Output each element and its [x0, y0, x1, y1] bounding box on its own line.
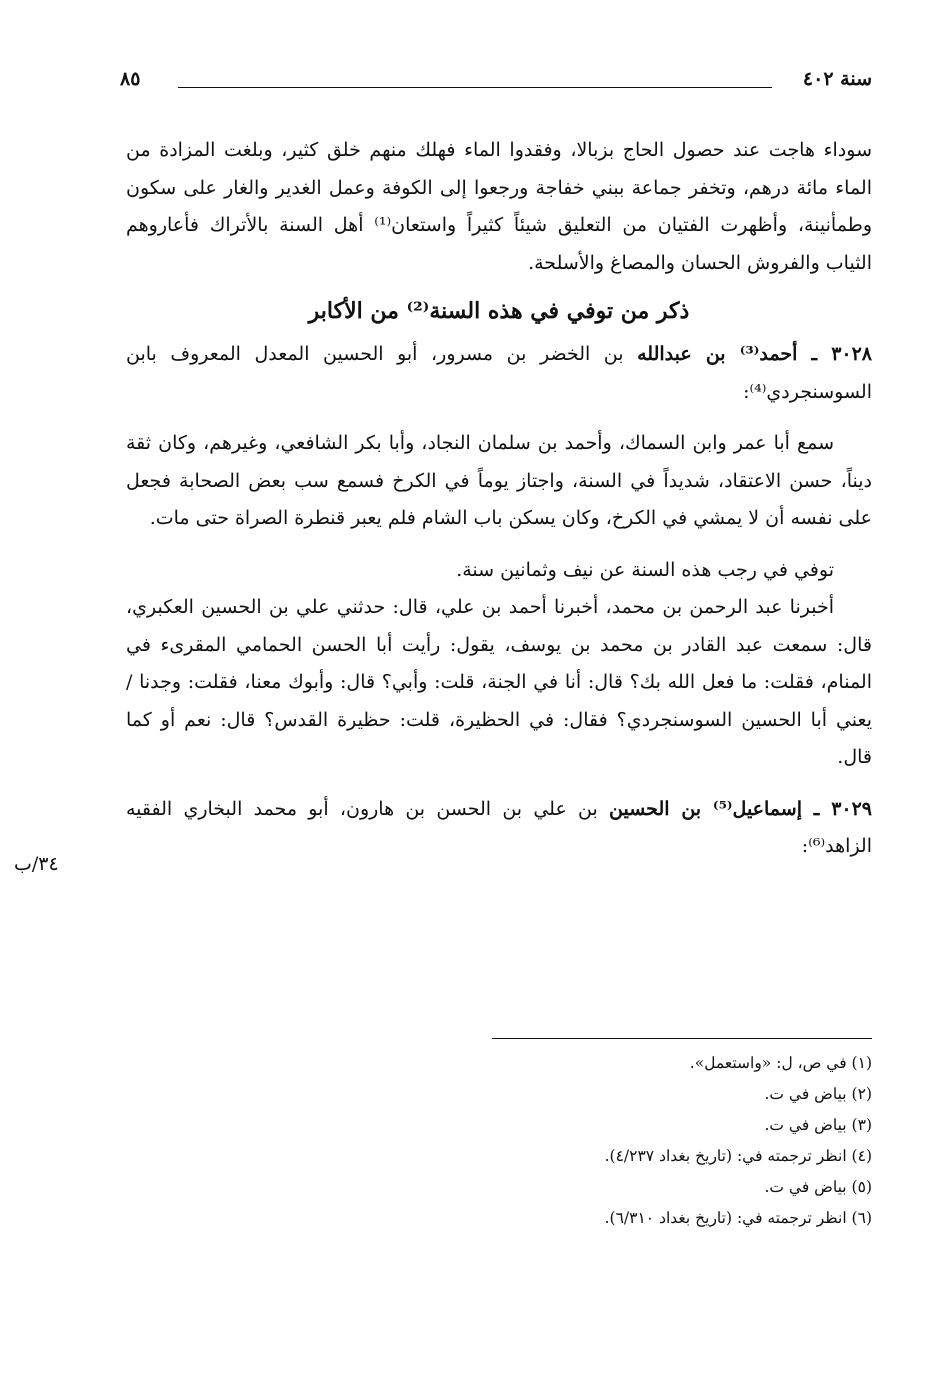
entry-3028-name: ٣٠٢٨ ـ أحمد⁽³⁾ بن عبدالله [637, 343, 873, 365]
footnote-separator [492, 1038, 872, 1039]
running-header [120, 66, 872, 106]
manuscript-folio-note: ٣٤/ب [14, 853, 59, 875]
section-title: ذكر من توفي في هذه السنة⁽²⁾ من الأكابر [308, 298, 690, 324]
entry-3029-name: ٣٠٢٩ ـ إسماعيل⁽⁵⁾ بن الحسين [609, 797, 873, 820]
entry-3029-heading [126, 791, 872, 866]
main-text [126, 132, 872, 866]
paragraph-continuation: سوداء هاجت عند حصول الحاج بزبالا، وفقدوا الماء فهلك منهم خلق كثير، وبلغت المزادة من الماء مائة درهم، وتخفر جماعة ببني خفاجة ورجعوا إلى الكوفة وعمل الغدير والغار على سكون وطمأنينة، وأظهرت الفتيان من التعليق شيئاً كثيراً واستعان⁽¹⁾ أهل السنة بالأتراك فأعاروهم الثياب والفروش الحسان والمصاغ والأسلحة. [126, 139, 872, 274]
entry-3029-lineage: بن علي بن الحسن بن هارون، أبو محمد البخاري الفقيه الزاهد⁽⁶⁾: [126, 797, 872, 857]
page-number: ٨٥ [120, 68, 141, 90]
footnote-4: (٤) انظر ترجمته في: (تاريخ بغداد ٤/٢٣٧). [604, 1147, 872, 1165]
entry-3028-death: توفي في رجب هذه السنة عن نيف وثمانين سنة. [456, 558, 834, 581]
footnote-3: (٣) بياض في ت. [764, 1116, 872, 1134]
entry-3028-lineage: بن الخضر بن مسرور، أبو الحسين المعدل المعروف بابن السوسنجردي⁽⁴⁾: [126, 343, 872, 403]
header-year: سنة ٤٠٢ [802, 68, 872, 90]
footnote-2: (٢) بياض في ت. [764, 1085, 872, 1103]
footnote-5: (٥) بياض في ت. [764, 1178, 872, 1196]
footnote-1: (١) في ص، ل: «واستعمل». [689, 1054, 872, 1072]
entry-3028-biography: سمع أبا عمر وابن السماك، وأحمد بن سلمان النجاد، وأبا بكر الشافعي، وغيرهم، وكان ثقة ديناً، حسن الاعتقاد، شديداً في السنة، واجتاز يوماً في الكرخ فسمع سب بعض الصحابة فجعل على نفسه أن لا يمشي في الكرخ، وكان يسكن باب الشام فلم يعبر قنطرة الصراة حتى مات. [126, 432, 872, 529]
header-rule [178, 87, 772, 88]
entry-3028-narration: أخبرنا عبد الرحمن بن محمد، أخبرنا أحمد بن علي، قال: حدثني علي بن الحسين العكبري، قال: سمعت عبد القادر بن محمد بن يوسف، يقول: رأيت أبا الحسن الحمامي المقرىء في المنام، فقلت: ما فعل الله بك؟ قال: أنا في الجنة، قلت: وأبي؟ قال: وأبوك معنا، فقلت: وجدنا / يعني أبا الحسين السوسنجردي؟ فقال: في الحظيرة، قلت: حظيرة القدس؟ قال: نعم أو كما قال. [126, 596, 872, 768]
footnote-6: (٦) انظر ترجمته في: (تاريخ بغداد ٦/٣١٠). [604, 1209, 872, 1227]
entry-3028-heading [126, 336, 872, 411]
footnotes [272, 1048, 872, 1234]
